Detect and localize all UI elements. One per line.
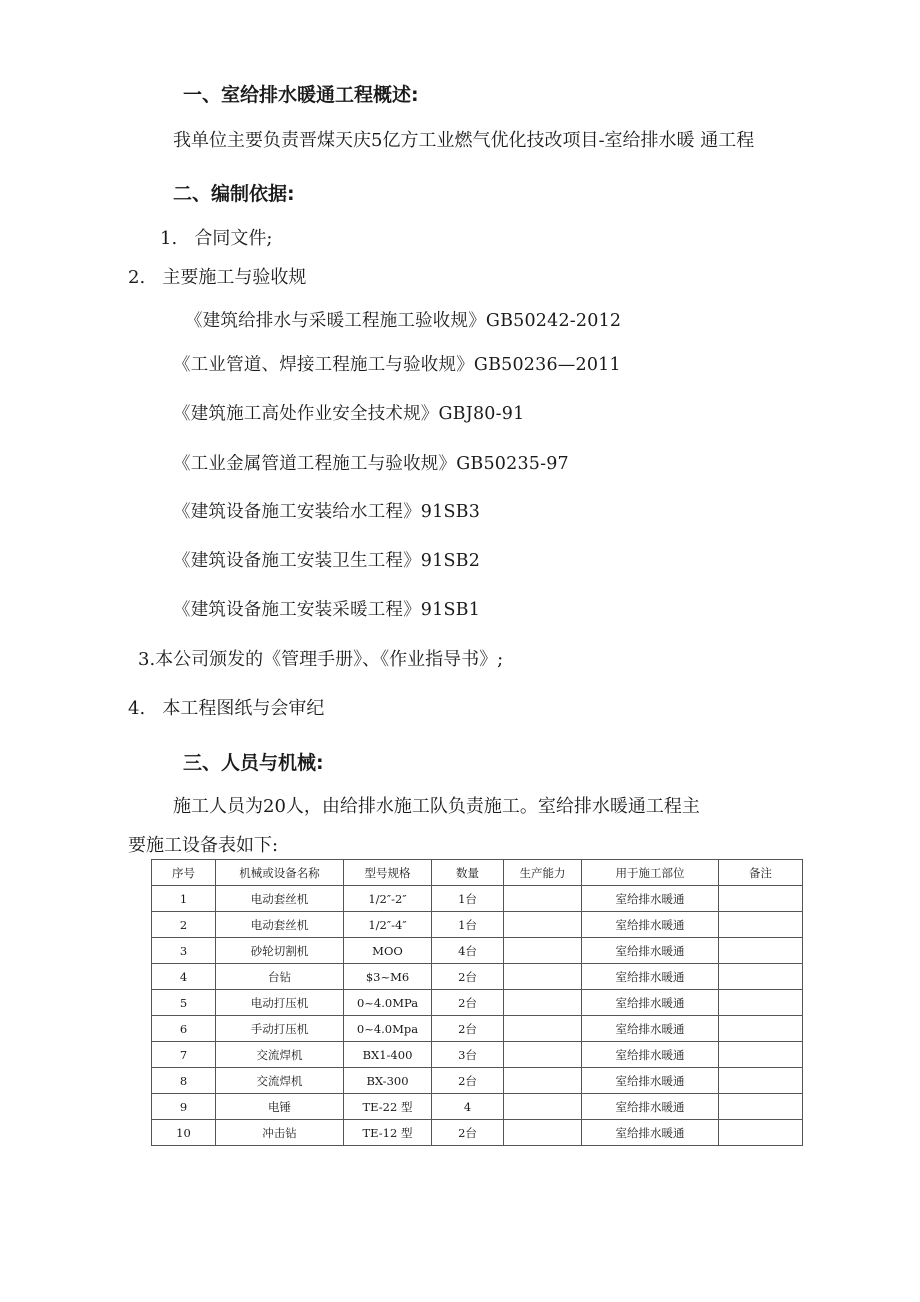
table-row	[152, 964, 803, 990]
cell-equipment-name: 电动打压机	[216, 990, 344, 1016]
cell-remarks	[719, 1016, 803, 1042]
table-row	[152, 886, 803, 912]
section3-body-line2: 要施工设备表如下:	[128, 835, 279, 856]
cell-quantity: 2台	[432, 1016, 504, 1042]
standard-2: 《工业管道、焊接工程施工与验收规》GB50236—2011	[173, 355, 621, 375]
cell-usage: 室给排水暖通	[582, 912, 719, 938]
table-row	[152, 1042, 803, 1068]
standard-5: 《建筑设备施工安装给水工程》91SB3	[173, 502, 481, 522]
cell-model: $3~M6	[344, 964, 432, 990]
item-3: 3.本公司颁发的《管理手册》、《作业指导书》;	[138, 649, 504, 670]
equipment-table	[151, 859, 803, 1146]
cell-model: 0~4.0MPa	[344, 990, 432, 1016]
section1-heading: 一、室给排水暖通工程概述:	[183, 84, 419, 106]
cell-remarks	[719, 1042, 803, 1068]
cell-usage: 室给排水暖通	[582, 1094, 719, 1120]
cell-quantity: 4	[432, 1094, 504, 1120]
cell-usage: 室给排水暖通	[582, 1042, 719, 1068]
standard-6: 《建筑设备施工安装卫生工程》91SB2	[173, 551, 481, 571]
cell-equipment-name: 砂轮切割机	[216, 938, 344, 964]
header-quantity: 数量	[432, 860, 504, 886]
cell-remarks	[719, 990, 803, 1016]
cell-index: 5	[152, 990, 216, 1016]
cell-quantity: 1台	[432, 912, 504, 938]
cell-equipment-name: 电锤	[216, 1094, 344, 1120]
header-remarks: 备注	[719, 860, 803, 886]
section1-body: 我单位主要负责晋煤天庆5亿方工业燃气优化技改项目-室给排水暖 通工程	[173, 130, 755, 151]
cell-quantity: 3台	[432, 1042, 504, 1068]
cell-index: 3	[152, 938, 216, 964]
table-row	[152, 938, 803, 964]
item-1: 1. 合同文件;	[160, 228, 273, 249]
cell-equipment-name: 台钻	[216, 964, 344, 990]
cell-quantity: 1台	[432, 886, 504, 912]
cell-remarks	[719, 964, 803, 990]
cell-usage: 室给排水暖通	[582, 886, 719, 912]
cell-model: TE-12 型	[344, 1120, 432, 1146]
header-index: 序号	[152, 860, 216, 886]
cell-quantity: 2台	[432, 1068, 504, 1094]
cell-usage: 室给排水暖通	[582, 1016, 719, 1042]
cell-capacity	[504, 886, 582, 912]
table-row	[152, 1016, 803, 1042]
cell-quantity: 2台	[432, 1120, 504, 1146]
cell-index: 4	[152, 964, 216, 990]
cell-remarks	[719, 1094, 803, 1120]
cell-usage: 室给排水暖通	[582, 938, 719, 964]
cell-remarks	[719, 886, 803, 912]
cell-model: 1/2″-2″	[344, 886, 432, 912]
cell-equipment-name: 电动套丝机	[216, 886, 344, 912]
cell-remarks	[719, 1120, 803, 1146]
cell-capacity	[504, 964, 582, 990]
header-equipment-name: 机械或设备名称	[216, 860, 344, 886]
table-row	[152, 912, 803, 938]
cell-index: 10	[152, 1120, 216, 1146]
cell-capacity	[504, 1120, 582, 1146]
cell-equipment-name: 手动打压机	[216, 1016, 344, 1042]
cell-equipment-name: 电动套丝机	[216, 912, 344, 938]
cell-capacity	[504, 938, 582, 964]
header-model: 型号规格	[344, 860, 432, 886]
table-row	[152, 1068, 803, 1094]
cell-index: 8	[152, 1068, 216, 1094]
standard-3: 《建筑施工高处作业安全技术规》GBJ80-91	[173, 404, 525, 424]
cell-capacity	[504, 990, 582, 1016]
cell-model: MOO	[344, 938, 432, 964]
cell-capacity	[504, 1042, 582, 1068]
cell-usage: 室给排水暖通	[582, 1068, 719, 1094]
cell-equipment-name: 冲击钻	[216, 1120, 344, 1146]
cell-index: 2	[152, 912, 216, 938]
table-row	[152, 1120, 803, 1146]
cell-remarks	[719, 938, 803, 964]
cell-equipment-name: 交流焊机	[216, 1068, 344, 1094]
standard-4: 《工业金属管道工程施工与验收规》GB50235-97	[173, 454, 569, 474]
cell-model: 0~4.0Mpa	[344, 1016, 432, 1042]
cell-model: BX-300	[344, 1068, 432, 1094]
cell-index: 6	[152, 1016, 216, 1042]
cell-quantity: 2台	[432, 990, 504, 1016]
cell-usage: 室给排水暖通	[582, 964, 719, 990]
cell-index: 1	[152, 886, 216, 912]
section3-heading: 三、人员与机械:	[183, 752, 324, 774]
table-row	[152, 1094, 803, 1120]
cell-equipment-name: 交流焊机	[216, 1042, 344, 1068]
item-4: 4. 本工程图纸与会审纪	[128, 698, 325, 719]
cell-capacity	[504, 1068, 582, 1094]
section2-heading: 二、编制依据:	[173, 183, 295, 205]
cell-model: 1/2″-4″	[344, 912, 432, 938]
cell-capacity	[504, 1016, 582, 1042]
cell-quantity: 4台	[432, 938, 504, 964]
section3-body-line1: 施工人员为20人，由给排水施工队负责施工。室给排水暖通工程主	[173, 796, 700, 817]
header-usage: 用于施工部位	[582, 860, 719, 886]
item-2: 2. 主要施工与验收规	[128, 267, 307, 288]
cell-usage: 室给排水暖通	[582, 1120, 719, 1146]
header-capacity: 生产能力	[504, 860, 582, 886]
table-row	[152, 990, 803, 1016]
cell-index: 9	[152, 1094, 216, 1120]
table-header-row	[152, 860, 803, 886]
cell-remarks	[719, 912, 803, 938]
cell-model: TE-22 型	[344, 1094, 432, 1120]
cell-quantity: 2台	[432, 964, 504, 990]
cell-usage: 室给排水暖通	[582, 990, 719, 1016]
standard-1: 《建筑给排水与采暖工程施工验收规》GB50242-2012	[185, 311, 622, 331]
cell-capacity	[504, 912, 582, 938]
standard-7: 《建筑设备施工安装采暖工程》91SB1	[173, 600, 481, 620]
cell-model: BX1-400	[344, 1042, 432, 1068]
cell-index: 7	[152, 1042, 216, 1068]
cell-remarks	[719, 1068, 803, 1094]
cell-capacity	[504, 1094, 582, 1120]
